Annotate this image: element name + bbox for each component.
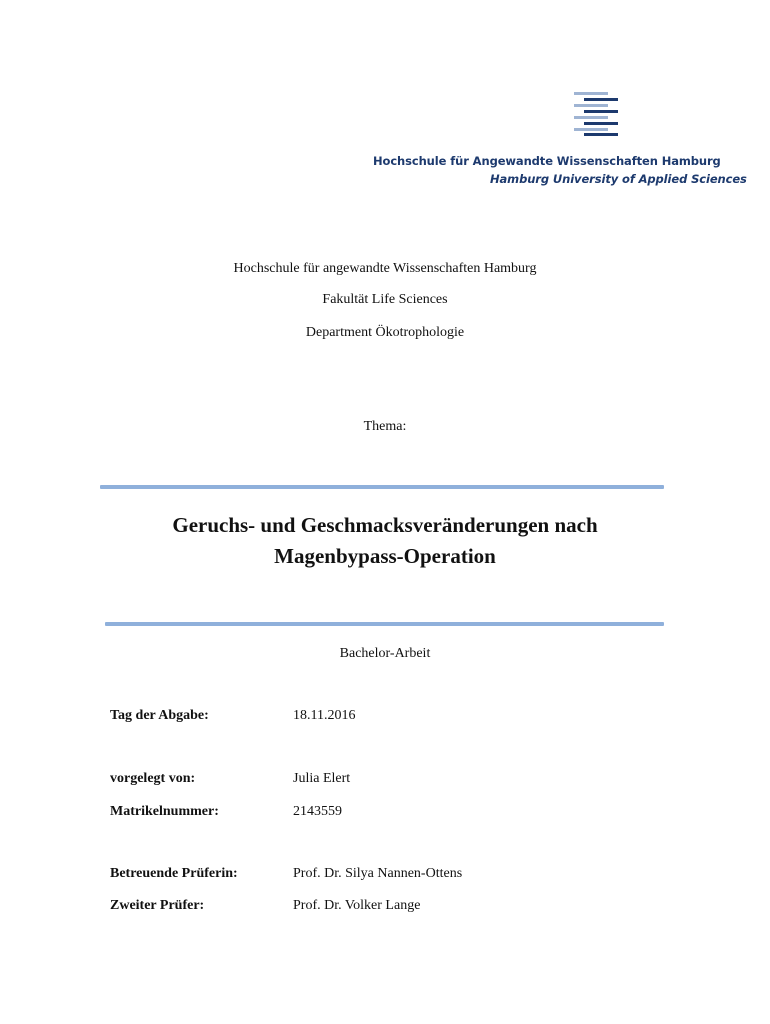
submission-date-label: Tag der Abgabe: [110,708,209,723]
logo-bar [584,98,618,101]
author-label: vorgelegt von: [110,771,196,786]
university-name: Hochschule für angewandte Wissenschaften Hamburg [233,261,537,276]
matriculation-label: Matrikelnummer: [110,804,219,819]
haw-logo-icon [572,92,622,136]
logo-bar [574,116,608,119]
thesis-title-line1: Geruchs- und Geschmacksveränderungen nach [172,513,598,537]
logo-bar [574,92,608,95]
first-examiner-label: Betreuende Prüferin: [110,866,238,881]
topic-label: Thema: [363,419,407,434]
logo-bar [584,110,618,113]
submission-date-value: 18.11.2016 [293,708,356,723]
second-examiner-label: Zweiter Prüfer: [110,898,205,913]
faculty-name: Fakultät Life Sciences [322,292,448,307]
matriculation-value: 2143559 [293,804,342,819]
top-rule [100,485,664,489]
thesis-title [0,510,770,572]
first-examiner-value: Prof. Dr. Silya Nannen-Ottens [293,866,463,881]
thesis-title-line2: Magenbypass-Operation [274,544,496,568]
thesis-type: Bachelor-Arbeit [339,646,431,661]
bottom-rule [105,622,664,626]
author-value: Julia Elert [293,771,351,786]
logo-bar [574,104,608,107]
logo-bar [584,122,618,125]
logo-name-en: Hamburg University of Applied Sciences [490,172,747,186]
logo-bar [584,133,618,136]
logo-bar [574,128,608,131]
department-name: Department Ökotrophologie [305,325,465,340]
logo-name-de: Hochschule für Angewandte Wissenschaften Hamburg [373,154,721,168]
second-examiner-value: Prof. Dr. Volker Lange [293,898,421,913]
